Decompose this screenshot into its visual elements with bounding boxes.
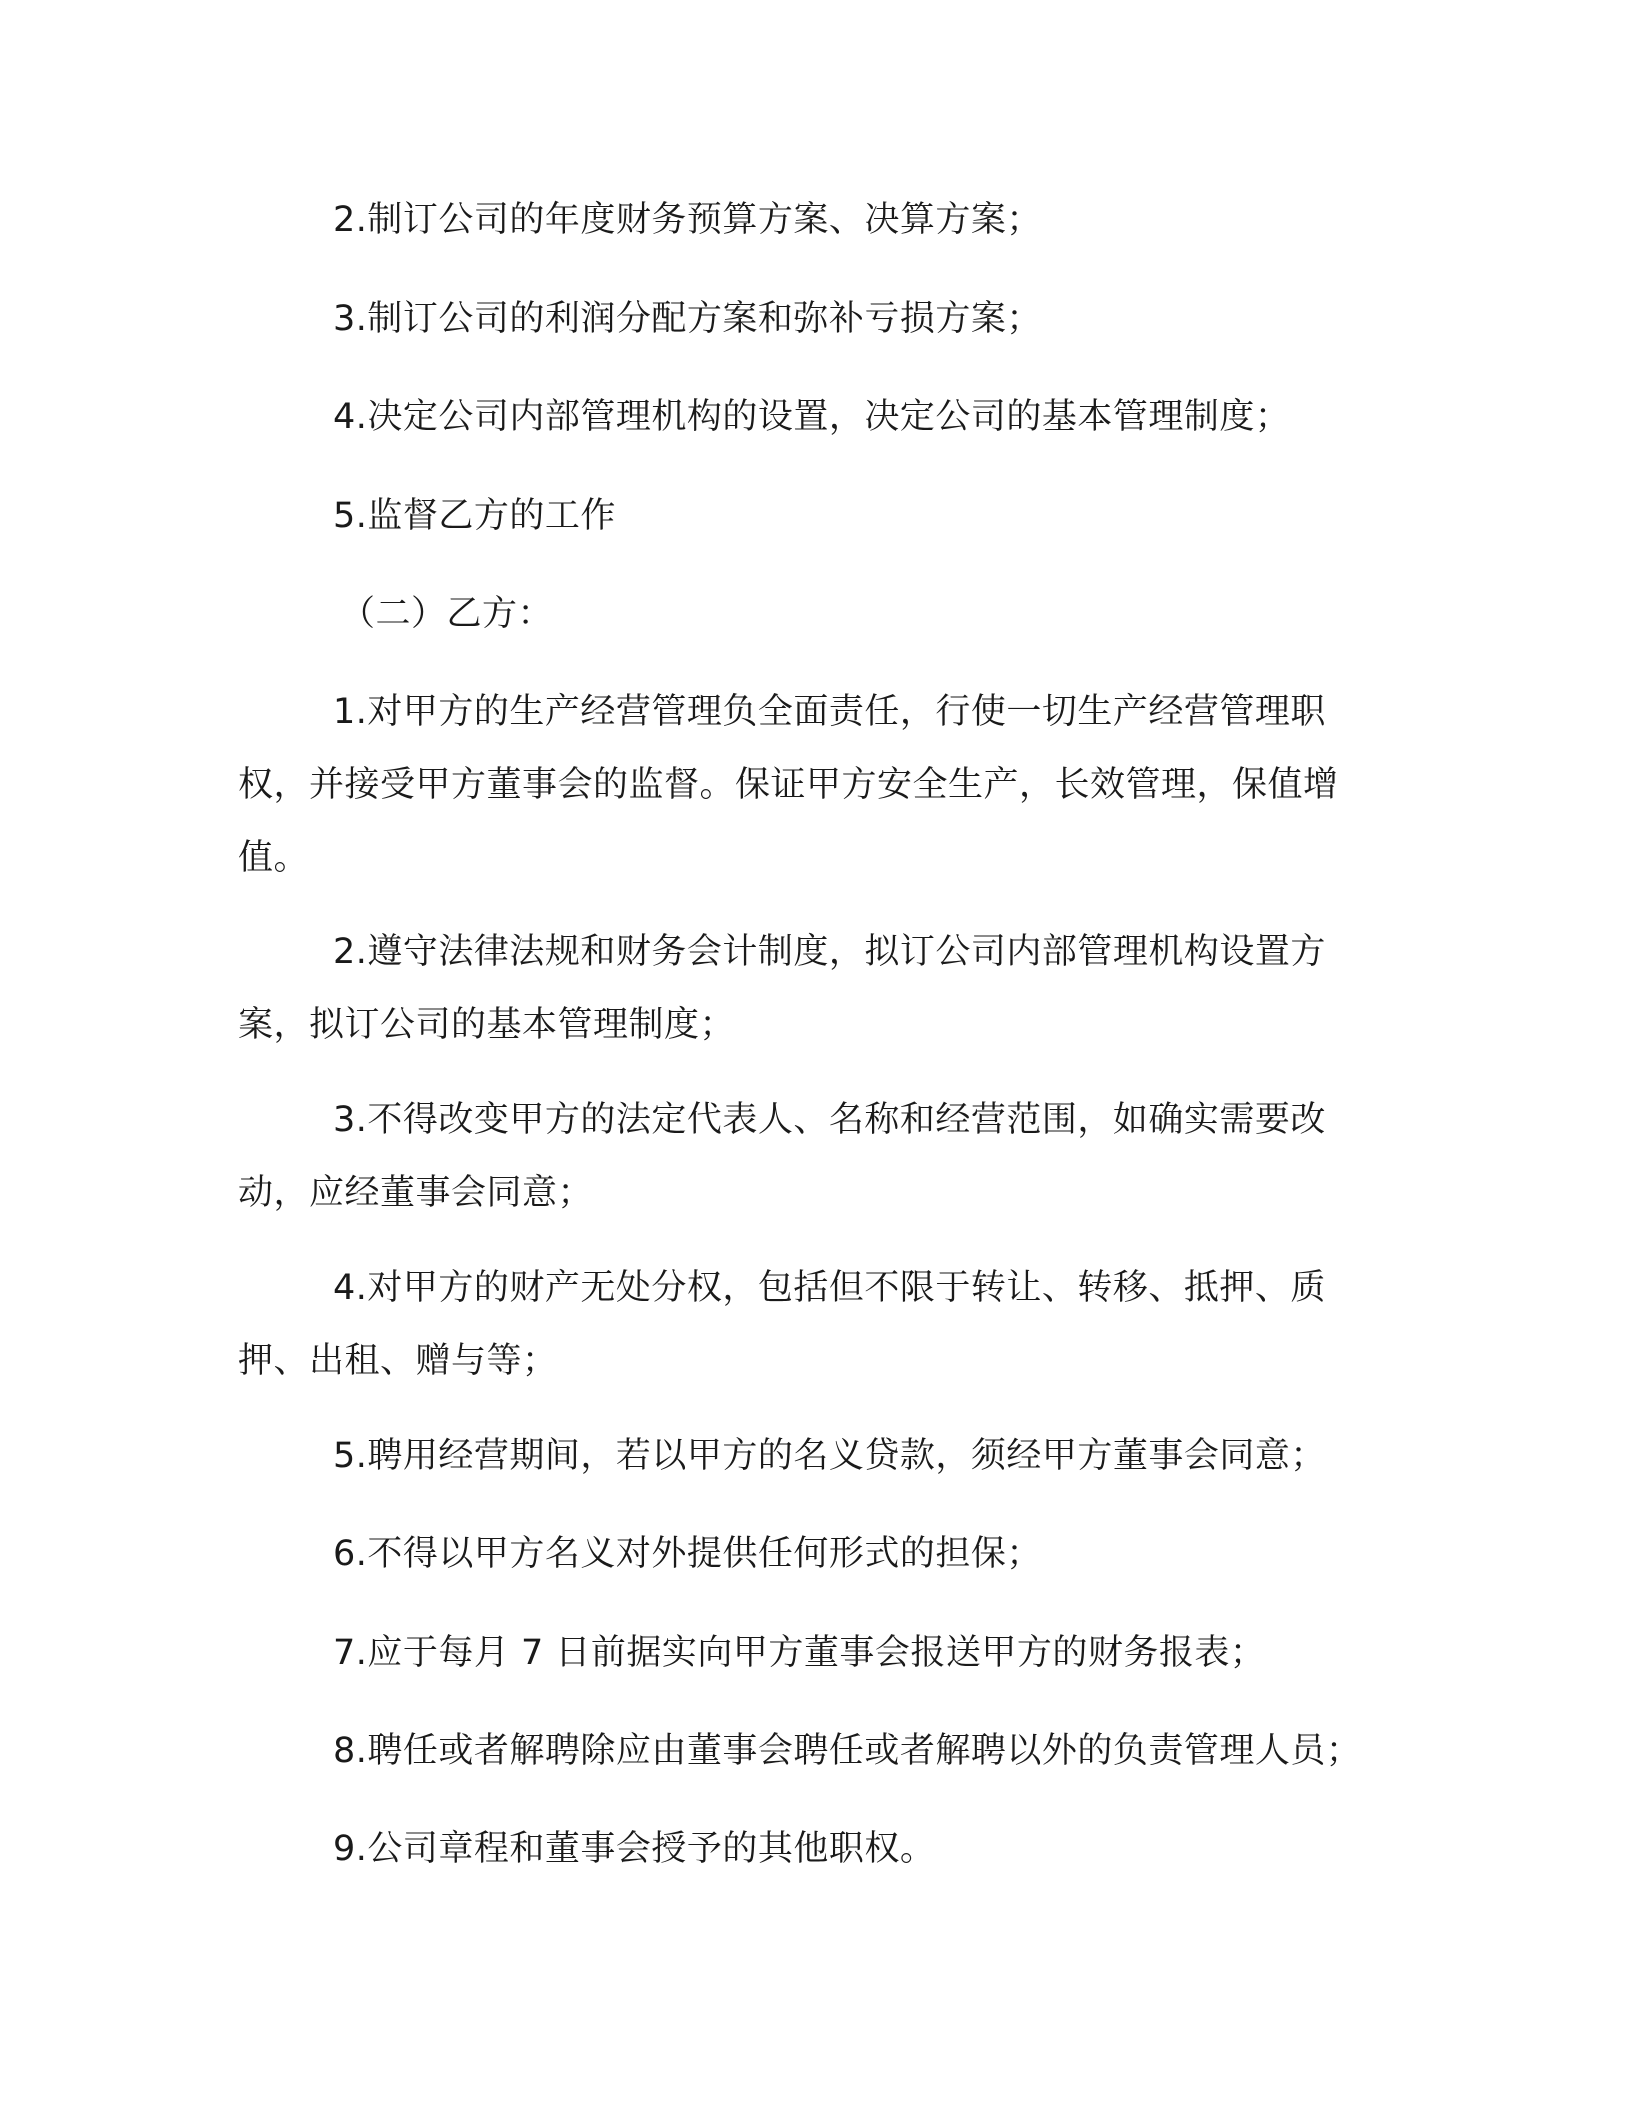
- list-item: 5.监督乙方的工作: [333, 496, 616, 536]
- list-item: 2.遵守法律法规和财务会计制度，拟订公司内部管理机构设置方案，拟订公司的基本管理制度；: [238, 932, 1326, 1045]
- list-item: 3.制订公司的利润分配方案和弥补亏损方案；: [333, 299, 1042, 339]
- section-heading: （二）乙方：: [340, 594, 554, 634]
- list-item: 5.聘用经营期间，若以甲方的名义贷款，须经甲方董事会同意；: [333, 1436, 1326, 1476]
- list-item: 6.不得以甲方名义对外提供任何形式的担保；: [333, 1534, 1042, 1574]
- list-item: 8.聘任或者解聘除应由董事会聘任或者解聘以外的负责管理人员；: [333, 1731, 1362, 1771]
- list-item: 7.应于每月 7 日前据实向甲方董事会报送甲方的财务报表；: [333, 1633, 1266, 1673]
- list-item: 4.对甲方的财产无处分权，包括但不限于转让、转移、抵押、质押、出租、赠与等；: [238, 1268, 1326, 1381]
- list-item: 9.公司章程和董事会授予的其他职权。: [333, 1829, 936, 1869]
- list-item: 1.对甲方的生产经营管理负全面责任，行使一切生产经营管理职权，并接受甲方董事会的监督。保证甲方安全生产，长效管理，保值增值。: [238, 692, 1339, 878]
- list-item: 4.决定公司内部管理机构的设置，决定公司的基本管理制度；: [333, 397, 1291, 437]
- list-item: 2.制订公司的年度财务预算方案、决算方案；: [333, 200, 1042, 240]
- list-item: 3.不得改变甲方的法定代表人、名称和经营范围，如确实需要改动，应经董事会同意；: [238, 1100, 1326, 1213]
